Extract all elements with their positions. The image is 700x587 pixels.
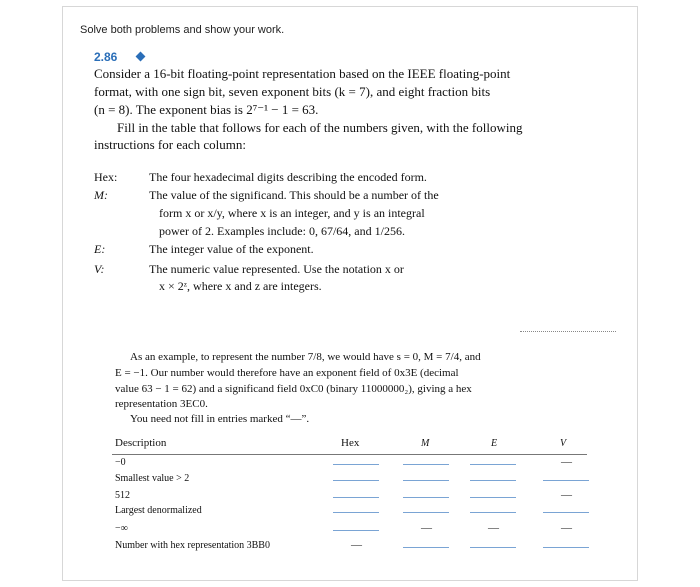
problem-text-line: Consider a 16-bit floating-point representation based on the IEEE floating-point <box>94 66 511 81</box>
definition-text: x × 2ᶻ, where x and z are integers. <box>159 279 322 293</box>
definition-text: The integer value of the exponent. <box>149 242 314 256</box>
definition-text: The value of the significand. This should be a number of the <box>149 188 439 202</box>
table-header-v: V <box>560 438 567 449</box>
not-required-dash: — <box>421 522 432 534</box>
definition-term-e: E: <box>94 242 106 256</box>
definition-term-hex: Hex: <box>94 170 118 184</box>
definition-term-v: V: <box>94 262 105 276</box>
table-header-hex: Hex <box>341 437 360 449</box>
problem-text-line: (n = 8). The exponent bias is 2⁷⁻¹ − 1 = 63. <box>94 102 319 117</box>
answer-blank[interactable] <box>470 547 516 548</box>
problem-text-line: format, with one sign bit, seven exponent bits (k = 7), and eight fraction bits <box>94 84 491 99</box>
answer-blank[interactable] <box>543 547 589 548</box>
answer-blank[interactable] <box>403 547 449 548</box>
table-row-description: Smallest value > 2 <box>115 473 190 484</box>
answer-blank[interactable] <box>470 464 516 465</box>
example-text-line: You need not fill in entries marked “—”. <box>130 413 310 425</box>
table-header-e: E <box>491 438 498 449</box>
answer-blank[interactable] <box>543 480 589 481</box>
table-row-description: −0 <box>115 457 126 468</box>
table-header-description: Description <box>115 437 167 449</box>
example-text-line: E = −1. Our number would therefore have an exponent field of 0x3E (decimal <box>115 367 459 379</box>
example-text-line: value 63 − 1 = 62) and a significand field 0xC0 (binary 11000000₂), giving a hex <box>115 383 472 395</box>
table-row-description: Number with hex representation 3BB0 <box>115 540 270 551</box>
problem-text-line: Fill in the table that follows for each of the numbers given, with the following <box>117 120 523 135</box>
not-required-dash: — <box>488 522 499 534</box>
table-row-description: −∞ <box>115 523 128 534</box>
answer-blank[interactable] <box>403 480 449 481</box>
answer-blank[interactable] <box>543 512 589 513</box>
answer-blank[interactable] <box>333 512 379 513</box>
definition-text: The numeric value represented. Use the notation x or <box>149 262 404 276</box>
definition-term-m: M: <box>94 188 108 202</box>
problem-number: 2.86 <box>94 50 118 64</box>
problem-text-line: instructions for each column: <box>94 137 246 152</box>
definition-text: power of 2. Examples include: 0, 67/64, and 1/256. <box>159 224 405 238</box>
answer-blank[interactable] <box>333 480 379 481</box>
table-row-description: Largest denormalized <box>115 505 202 516</box>
not-required-dash: — <box>351 539 362 551</box>
dotted-separator <box>520 331 616 332</box>
answer-blank[interactable] <box>333 464 379 465</box>
answer-blank[interactable] <box>470 480 516 481</box>
table-header-m: M <box>421 438 430 449</box>
answer-blank[interactable] <box>403 497 449 498</box>
not-required-dash: — <box>561 489 572 501</box>
answer-blank[interactable] <box>470 512 516 513</box>
answer-blank[interactable] <box>403 512 449 513</box>
answer-blank[interactable] <box>470 497 516 498</box>
not-required-dash: — <box>561 456 572 468</box>
instruction-text: Solve both problems and show your work. <box>80 24 285 36</box>
definition-text: form x or x/y, where x is an integer, and y is an integral <box>159 206 425 220</box>
not-required-dash: — <box>561 522 572 534</box>
table-rule <box>112 454 587 455</box>
answer-blank[interactable] <box>333 530 379 531</box>
table-row-description: 512 <box>115 490 130 501</box>
example-text-line: As an example, to represent the number 7/8, we would have s = 0, M = 7/4, and <box>130 351 481 363</box>
definition-text: The four hexadecimal digits describing the encoded form. <box>149 170 427 184</box>
example-text-line: representation 3EC0. <box>115 398 208 410</box>
answer-blank[interactable] <box>403 464 449 465</box>
answer-blank[interactable] <box>333 497 379 498</box>
